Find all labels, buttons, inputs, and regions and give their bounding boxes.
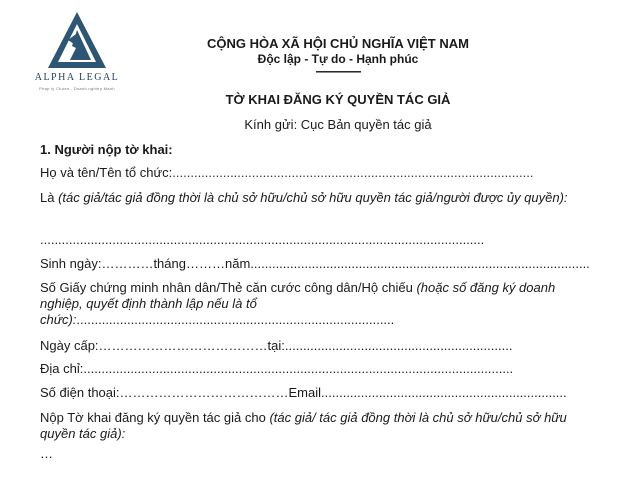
id-row [40, 280, 600, 328]
dob-row [40, 256, 600, 272]
id-hint: (hoặc số đăng ký doanh nghiệp, quyết định thành lập nếu là tổ chức): [40, 280, 556, 327]
address-label: Địa chỉ: [40, 361, 84, 376]
contact-row [40, 385, 600, 401]
name-row [40, 165, 600, 181]
phone-field[interactable]: ………………………………… [119, 385, 289, 400]
issue-date-field[interactable]: ………………………………… [98, 338, 268, 353]
issue-place-field[interactable]: ............................................................... [284, 338, 513, 353]
logo-name: ALPHA LEGAL [34, 72, 120, 83]
nation-title: CỘNG HÒA XÃ HỘI CHỦ NGHĨA VIỆT NAM [207, 36, 469, 51]
dob-year-field[interactable]: .............................................................................................. [250, 256, 590, 271]
motto: Độc lập - Tự do - Hạnh phúc [257, 52, 419, 66]
section-title: 1. Người nộp tờ khai: [40, 142, 173, 157]
role-row [40, 190, 600, 206]
email-field[interactable]: .................................................................... [321, 385, 567, 400]
dob-month-field[interactable]: ……… [185, 256, 225, 271]
address-field[interactable]: ....................................................................................................................... [83, 361, 514, 376]
address-row [40, 361, 600, 377]
role-field[interactable]: ........................................................................................................................... [40, 232, 485, 247]
name-label: Họ và tên/Tên tổ chức: [40, 165, 173, 180]
issue-date-label: Ngày cấp: [40, 338, 99, 353]
dob-month-label: tháng [153, 256, 186, 271]
submit-row [40, 410, 600, 442]
phone-label: Số điện thoại: [40, 385, 120, 400]
addressee: Kính gửi: Cục Bản quyền tác giả [244, 117, 432, 132]
dob-day-field[interactable]: ………… [101, 256, 154, 271]
id-label: Số Giấy chứng minh nhân dân/Thẻ căn cước công dân/Hộ chiếu [40, 280, 417, 295]
issue-row [40, 338, 600, 354]
dob-year-label: năm [224, 256, 251, 271]
submit-hint: (tác giả/ tác giả đồng thời là chủ sở hữu/chủ sở hữu quyền tác giả): [40, 410, 567, 441]
submit-label: Nộp Tờ khai đăng ký quyền tác giả cho [40, 410, 270, 425]
role-hint: (tác giả/tác giả đồng thời là chủ sở hữu/chủ sở hữu quyền tác giả/người được ủy quyền): [58, 190, 568, 205]
issue-place-label: tại: [267, 338, 285, 353]
dob-label: Sinh ngày: [40, 256, 102, 271]
id-field[interactable]: ........................................................................................ [76, 312, 395, 327]
name-field[interactable]: .................................................................................................... [172, 165, 534, 180]
header-separator: --------------- [315, 64, 361, 78]
document-title: TỜ KHAI ĐĂNG KÝ QUYỀN TÁC GIẢ [225, 92, 451, 107]
submit-field[interactable]: … [40, 446, 53, 461]
role-label: Là [40, 190, 59, 205]
email-label: Email [288, 385, 322, 400]
logo-tagline: Phap ly Chuan - Doanh nghiep Manh [39, 86, 115, 91]
